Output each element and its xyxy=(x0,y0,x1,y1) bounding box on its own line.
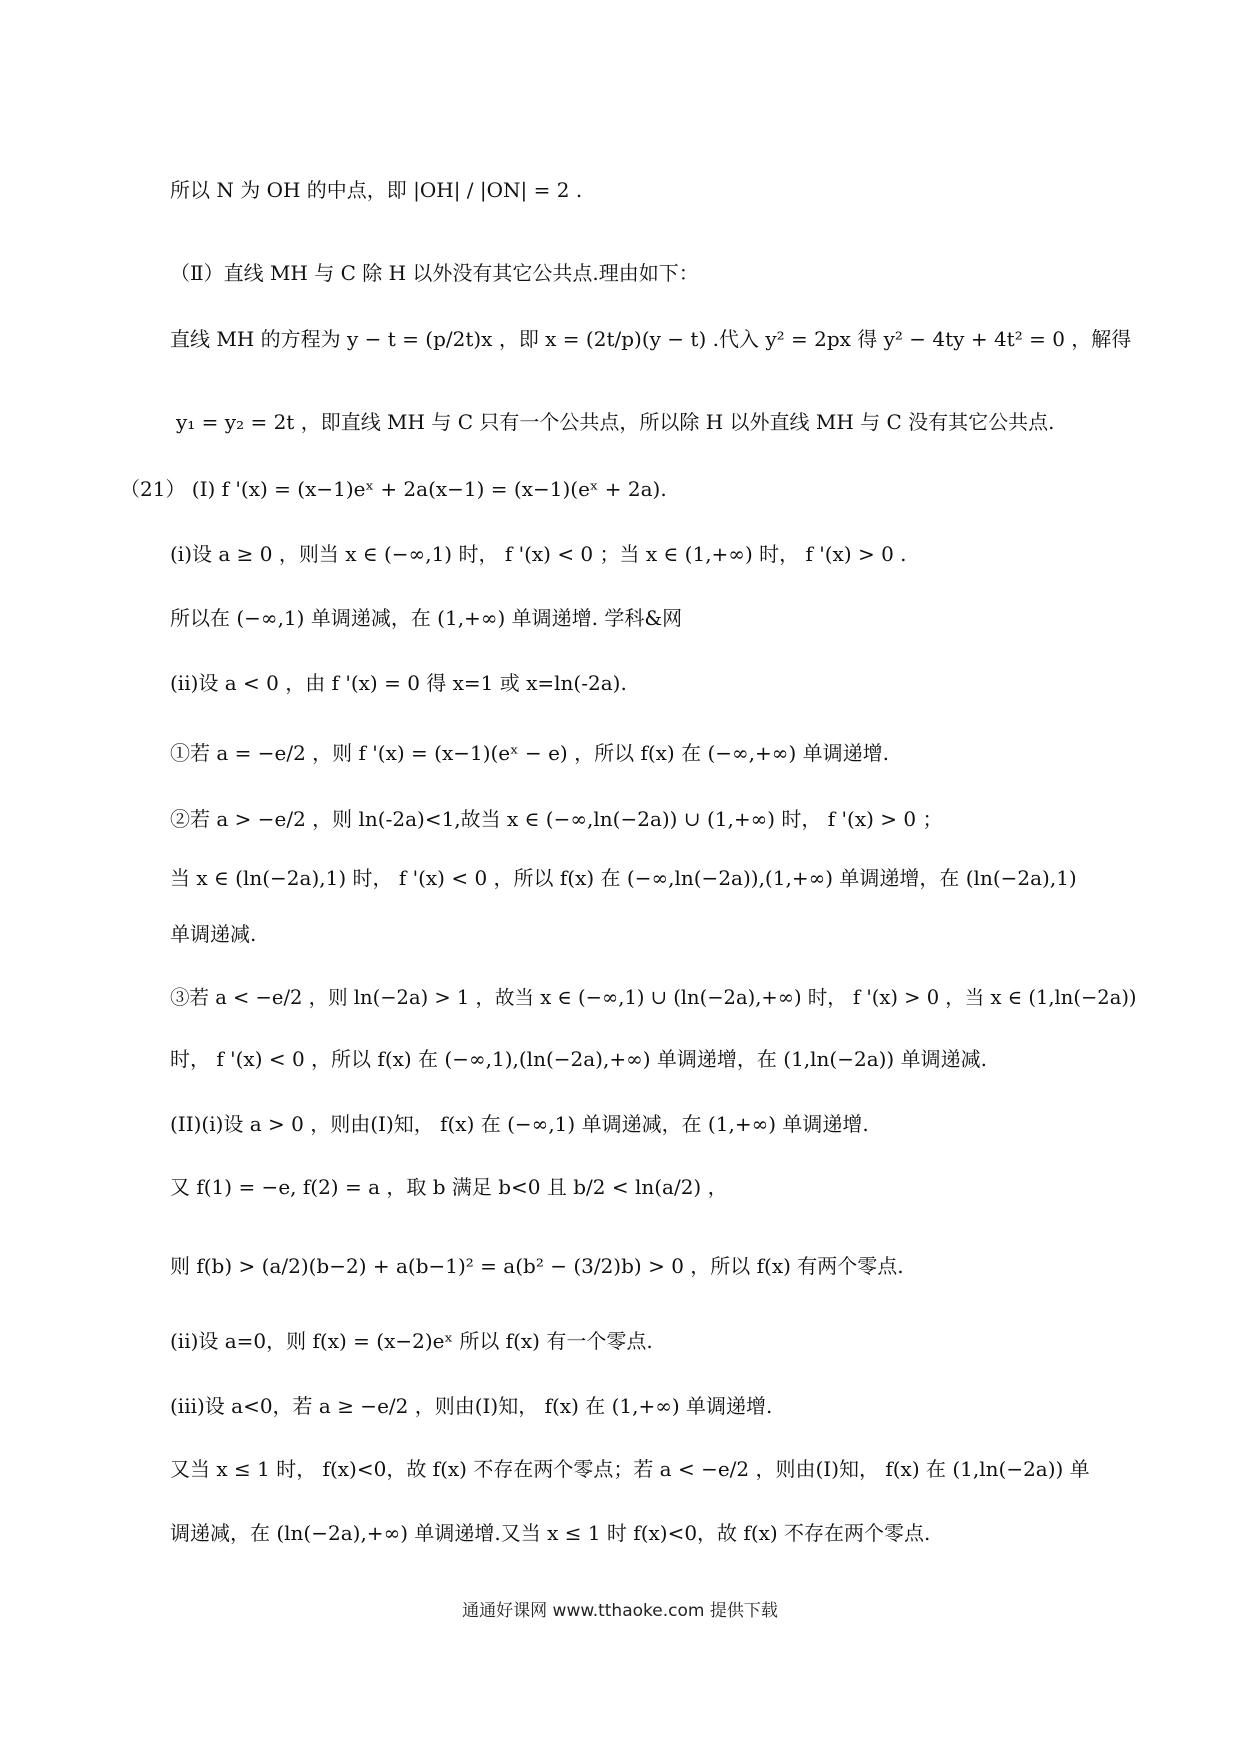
text-line-20: 又当 x ≤ 1 时， f(x)<0，故 f(x) 不存在两个零点；若 a < −e/2 ，则由(I)知， f(x) 在 (1,ln(−2a)) 单 xyxy=(170,1457,1090,1481)
text-line-7: 所以在 (−∞,1) 单调递减，在 (1,+∞) 单调递增. 学科&网 xyxy=(170,606,683,630)
text-line-21: 调递减，在 (ln(−2a),+∞) 单调递增.又当 x ≤ 1 时 f(x)<0，故 f(x) 不存在两个零点. xyxy=(170,1521,931,1545)
text-line-5: （21） (I) f '(x) = (x−1)eˣ + 2a(x−1) = (x−1)(eˣ + 2a). xyxy=(120,477,667,501)
text-line-3: 直线 MH 的方程为 y − t = (p/2t)x ，即 x = (2t/p)(y − t) .代入 y² = 2px 得 y² − 4ty + 4t² = 0 ，解得 xyxy=(170,327,1132,351)
text-line-11: 当 x ∈ (ln(−2a),1) 时， f '(x) < 0 ，所以 f(x) 在 (−∞,ln(−2a)),(1,+∞) 单调递增，在 (ln(−2a),1) xyxy=(170,866,1077,890)
text-line-6: (i)设 a ≥ 0 ，则当 x ∈ (−∞,1) 时， f '(x) < 0 ；当 x ∈ (1,+∞) 时， f '(x) > 0 . xyxy=(170,542,907,566)
text-line-8: (ii)设 a < 0 ，由 f '(x) = 0 得 x=1 或 x=ln(-2a). xyxy=(170,671,627,695)
text-line-9: ①若 a = −e/2 ，则 f '(x) = (x−1)(eˣ − e) ，所以 f(x) 在 (−∞,+∞) 单调递增. xyxy=(170,741,889,765)
text-line-16: 又 f(1) = −e, f(2) = a ，取 b 满足 b<0 且 b/2 < ln(a/2) ， xyxy=(170,1175,728,1199)
text-line-14: 时， f '(x) < 0 ，所以 f(x) 在 (−∞,1),(ln(−2a),+∞) 单调递增，在 (1,ln(−2a)) 单调递减. xyxy=(170,1047,987,1071)
footer-source: 通通好课网 www.tthaoke.com 提供下载 xyxy=(462,1601,778,1621)
text-line-12: 单调递减. xyxy=(170,922,257,946)
text-line-1: 所以 N 为 OH 的中点，即 |OH| / |ON| = 2 . xyxy=(170,178,583,202)
text-line-13: ③若 a < −e/2 ，则 ln(−2a) > 1 ，故当 x ∈ (−∞,1) ∪ (ln(−2a),+∞) 时， f '(x) > 0 ，当 x ∈ (1,ln(−2a)) xyxy=(170,986,1137,1009)
text-line-19: (iii)设 a<0，若 a ≥ −e/2 ，则由(I)知， f(x) 在 (1,+∞) 单调递增. xyxy=(170,1394,773,1418)
text-line-2: （Ⅱ）直线 MH 与 C 除 H 以外没有其它公共点.理由如下： xyxy=(170,261,699,285)
text-line-10: ②若 a > −e/2 ，则 ln(-2a)<1,故当 x ∈ (−∞,ln(−2a)) ∪ (1,+∞) 时， f '(x) > 0 ； xyxy=(170,807,943,831)
text-line-18: (ii)设 a=0，则 f(x) = (x−2)eˣ 所以 f(x) 有一个零点. xyxy=(170,1329,653,1353)
text-line-4: y₁ = y₂ = 2t ，即直线 MH 与 C 只有一个公共点，所以除 H 以外直线 MH 与 C 没有其它公共点. xyxy=(176,410,1055,434)
text-line-17: 则 f(b) > (a/2)(b−2) + a(b−1)² = a(b² − (3/2)b) > 0 ，所以 f(x) 有两个零点. xyxy=(170,1254,904,1278)
text-line-15: (II)(i)设 a > 0 ，则由(I)知， f(x) 在 (−∞,1) 单调递减，在 (1,+∞) 单调递增. xyxy=(170,1112,869,1136)
